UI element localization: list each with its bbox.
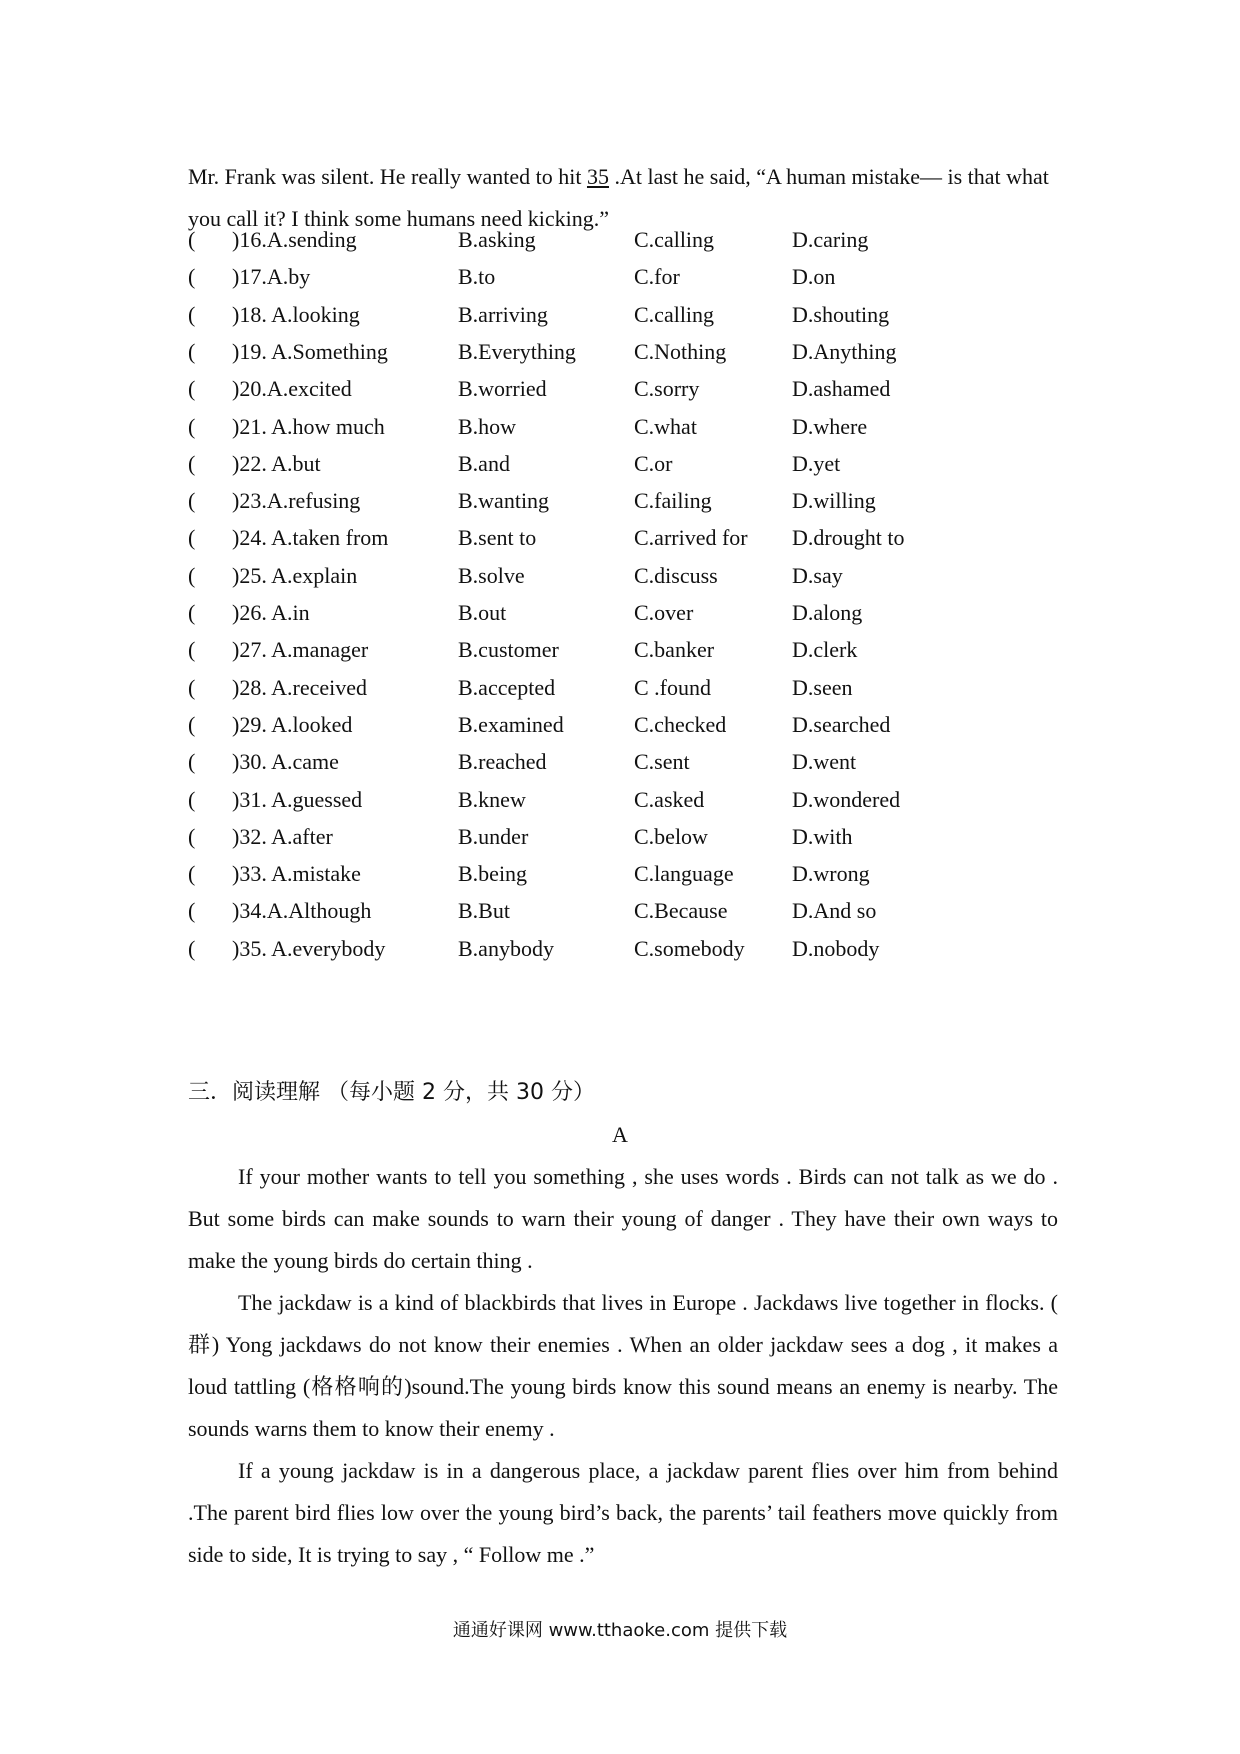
option-b: B.being [458, 861, 528, 887]
question-paren: ( [188, 898, 196, 924]
option-a: )16.A.sending [232, 227, 357, 252]
option-a: )32. A.after [232, 823, 333, 849]
option-c: C.calling [634, 227, 715, 252]
option-a: )25. A.explain [232, 562, 358, 588]
option-c: C.over [634, 600, 694, 625]
question-paren: ( [188, 935, 196, 961]
option-c: C.Nothing [634, 338, 727, 364]
option-b: B.under [458, 823, 529, 849]
option-a: )30. A.came [232, 749, 339, 775]
option-b: B.out [458, 600, 507, 625]
option-d: D.searched [792, 711, 891, 737]
option-c: C.somebody [634, 935, 745, 961]
option-a: )23.A.refusing [232, 488, 361, 514]
option-c: C.for [634, 264, 680, 290]
option-d: D.And so [792, 898, 877, 924]
question-paren: ( [188, 786, 196, 812]
option-b: B.knew [458, 786, 526, 812]
question-paren: ( [188, 600, 196, 625]
question-paren: ( [188, 338, 196, 364]
option-c: C.arrived for [634, 525, 748, 551]
option-d: D.clerk [792, 637, 858, 663]
option-c: C.banker [634, 637, 715, 663]
option-c: C.language [634, 861, 734, 887]
option-b: B.worried [458, 376, 547, 402]
option-d: D.on [792, 264, 836, 290]
passage-title: A [612, 1122, 628, 1147]
option-d: D.went [792, 749, 857, 775]
option-b: B.anybody [458, 935, 554, 961]
option-a: )17.A.by [232, 264, 311, 290]
passage-paragraph: The jackdaw is a kind of blackbirds that lives in Europe . Jackdaws live together in flocks. ( 群) Yong jackdaws do not know their enemies . When an older jackdaw sees a dog , it makes a loud tattling (格格响的)sound.The young birds know this sound means an enemy is nearby. The sounds warns them to know their enemy . [188, 1290, 1058, 1441]
question-paren: ( [188, 637, 196, 663]
option-a: )20.A.excited [232, 376, 352, 402]
option-a: )18. A.looking [232, 301, 360, 327]
option-d: D.wondered [792, 786, 901, 812]
option-d: D.wrong [792, 861, 870, 887]
option-b: B.customer [458, 637, 559, 663]
option-a: )28. A.received [232, 674, 367, 700]
intro-text-after: .At last he said, “A human mistake— is that what you call it? I think some humans need kicking.” [188, 164, 1049, 231]
option-d: D.along [792, 600, 863, 625]
option-b: B.sent to [458, 525, 537, 551]
question-paren: ( [188, 227, 196, 252]
question-paren: ( [188, 525, 196, 551]
option-c: C.sent [634, 749, 690, 775]
option-c: C.checked [634, 711, 727, 737]
option-a: )33. A.mistake [232, 861, 361, 887]
blank-number: 35 [586, 164, 609, 189]
passage-paragraph: If your mother wants to tell you something , she uses words . Birds can not talk as we do . But some birds can make sounds to warn their young of danger . They have their own ways to make the young birds do certain thing . [188, 1164, 1058, 1273]
option-a: )22. A.but [232, 450, 321, 476]
intro-text-before: Mr. Frank was silent. He really wanted to hit [188, 164, 587, 189]
option-d: D.ashamed [792, 376, 891, 402]
option-c: C.what [634, 413, 697, 439]
option-b: B.and [458, 450, 510, 476]
option-d: D.say [792, 562, 843, 588]
option-c: C.sorry [634, 376, 700, 402]
option-b: B.asking [458, 227, 536, 252]
question-paren: ( [188, 562, 196, 588]
option-a: )29. A.looked [232, 711, 353, 737]
option-a: )26. A.in [232, 600, 310, 625]
option-b: B.But [458, 898, 510, 924]
question-paren: ( [188, 488, 196, 514]
option-d: D.Anything [792, 338, 897, 364]
option-d: D.shouting [792, 301, 890, 327]
section-heading: 三．阅读理解 （每小题 2 分，共 30 分） [188, 1080, 595, 1105]
question-paren: ( [188, 674, 196, 700]
option-c: C.below [634, 823, 708, 849]
question-paren: ( [188, 376, 196, 402]
option-c: C.Because [634, 898, 728, 924]
option-c: C.calling [634, 301, 715, 327]
option-b: B.to [458, 264, 496, 290]
question-paren: ( [188, 749, 196, 775]
option-b: B.reached [458, 749, 547, 775]
option-a: )21. A.how much [232, 413, 385, 439]
option-c: C.or [634, 450, 673, 476]
question-paren: ( [188, 823, 196, 849]
question-paren: ( [188, 413, 196, 439]
passage-paragraph: If a young jackdaw is in a dangerous place, a jackdaw parent flies over him from behind .The parent bird flies low over the young bird’s back, the parents’ tail feathers move quickly from side to side, It is trying to say , “ Follow me .” [188, 1458, 1058, 1567]
option-c: C.asked [634, 786, 705, 812]
question-paren: ( [188, 264, 196, 290]
option-b: B.wanting [458, 488, 550, 514]
option-a: )24. A.taken from [232, 525, 389, 551]
option-d: D.drought to [792, 525, 905, 551]
option-d: D.nobody [792, 935, 880, 961]
option-b: B.how [458, 413, 517, 439]
option-d: D.caring [792, 227, 869, 252]
option-b: B.accepted [458, 674, 556, 700]
option-d: D.where [792, 413, 868, 439]
option-b: B.solve [458, 562, 525, 588]
option-c: C.failing [634, 488, 712, 514]
option-d: D.willing [792, 488, 876, 514]
option-a: )19. A.Something [232, 338, 388, 364]
question-paren: ( [188, 301, 196, 327]
option-c: C .found [634, 674, 711, 700]
option-b: B.examined [458, 711, 564, 737]
page-footer: 通通好课网 www.tthaoke.com 提供下载 [452, 1620, 788, 1641]
option-d: D.seen [792, 674, 853, 700]
question-paren: ( [188, 711, 196, 737]
question-paren: ( [188, 450, 196, 476]
option-d: D.yet [792, 450, 841, 476]
option-b: B.arriving [458, 301, 548, 327]
question-paren: ( [188, 861, 196, 887]
option-a: )27. A.manager [232, 637, 369, 663]
option-a: )31. A.guessed [232, 786, 363, 812]
option-b: B.Everything [458, 338, 576, 364]
option-d: D.with [792, 823, 853, 849]
option-a: )34.A.Although [232, 898, 372, 924]
option-a: )35. A.everybody [232, 935, 386, 961]
option-c: C.discuss [634, 562, 718, 588]
